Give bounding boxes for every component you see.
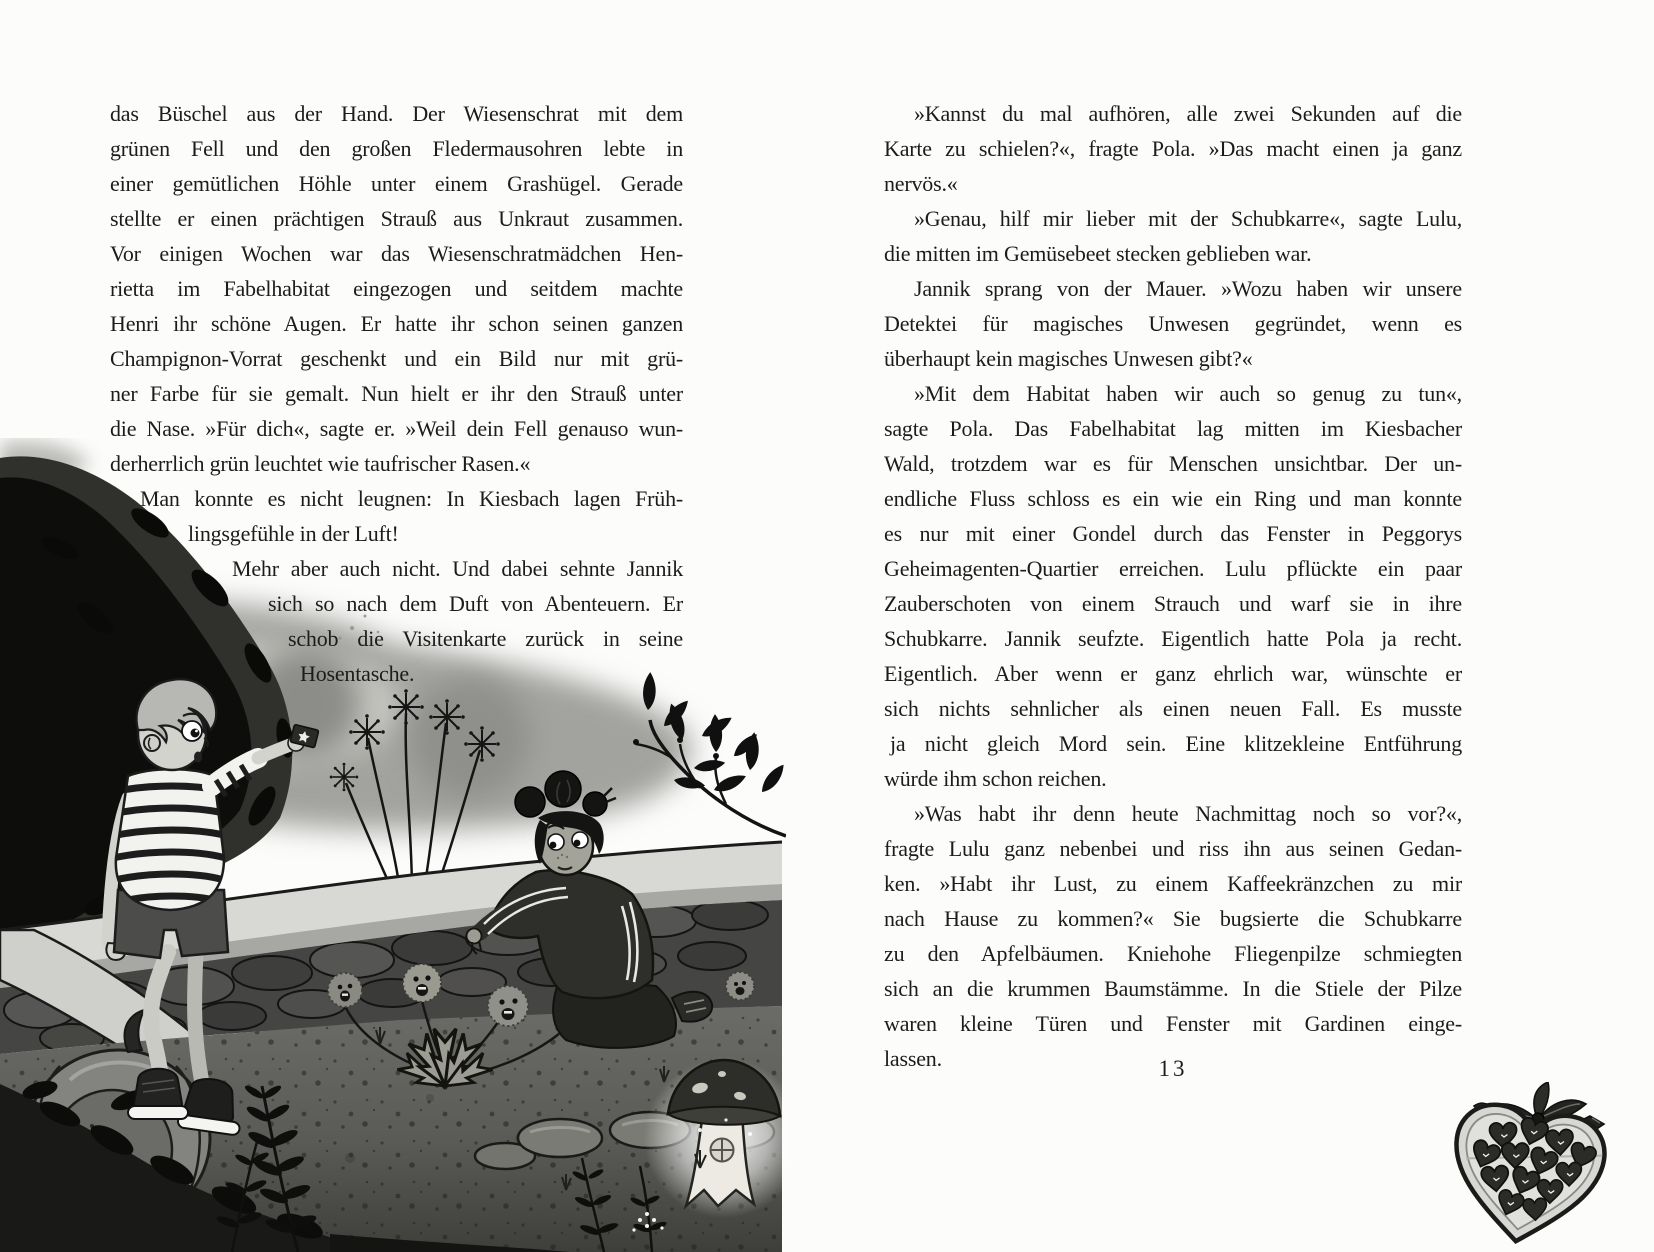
text-line: einer gemütlichen Höhle unter einem Grashügel. Gerade: [110, 171, 683, 196]
text-line: Henri ihr schöne Augen. Er hatte ihr schon seinen ganzen: [110, 311, 683, 336]
text-line: fragte Lulu ganz nebenbei und riss ihn aus seinen Gedan-: [884, 836, 1462, 861]
heart-box: [1442, 1099, 1609, 1252]
text-line: Jannik sprang von der Mauer. »Wozu haben wir unsere: [914, 276, 1462, 301]
text-line: Detektei für magisches Unwesen gegründet, wenn es: [884, 311, 1462, 336]
text-line: sich so nach dem Duft von Abenteuern. Er: [268, 591, 683, 616]
text-line: Mehr aber auch nicht. Und dabei sehnte Jannik: [232, 556, 683, 581]
text-line: überhaupt kein magisches Unwesen gibt?«: [884, 346, 1253, 371]
text-line: sagte Pola. Das Fabelhabitat lag mitten im Kiesbacher: [884, 416, 1462, 441]
text-line: Hosentasche.: [300, 661, 415, 686]
text-line: stellte er einen prächtigen Strauß aus Unkraut zusammen.: [110, 206, 683, 231]
text-line: Vor einigen Wochen war das Wiesenschratmädchen Hen-: [110, 241, 683, 266]
heart-chocolate-box-illustration: [1426, 1082, 1626, 1252]
text-line: Champignon-Vorrat geschenkt und ein Bild nur mit grü-: [110, 346, 683, 371]
text-line: sich an die krummen Baumstämme. In die Stiele der Pilze: [884, 976, 1462, 1001]
text-line: es nur mit einer Gondel durch das Fenster in Peggorys: [884, 521, 1462, 546]
text-line: ken. »Habt ihr Lust, zu einem Kaffeekränzchen zu mir: [884, 871, 1462, 896]
page-number: 13: [1158, 1056, 1188, 1081]
text-line: das Büschel aus der Hand. Der Wiesenschrat mit dem: [110, 101, 683, 126]
text-line: »Was habt ihr denn heute Nachmittag noch so vor?«,: [914, 801, 1462, 826]
text-line: Man konnte es nicht leugnen: In Kiesbach lagen Früh-: [140, 486, 683, 511]
left-page-text: [110, 96, 683, 691]
text-line: Zauberschoten von einem Strauch und warf sie in ihre: [884, 591, 1462, 616]
text-line: ja nicht gleich Mord sein. Eine klitzekleine Entführung: [890, 731, 1462, 756]
text-line: zu den Apfelbäumen. Kniehohe Fliegenpilze schmiegten: [884, 941, 1462, 966]
right-page-text: [884, 96, 1462, 1076]
text-line: schob die Visitenkarte zurück in seine: [288, 626, 683, 651]
text-line: Karte zu schielen?«, fragte Pola. »Das macht einen ja ganz: [884, 136, 1462, 161]
text-line: Wald, trotzdem war es für Menschen unsichtbar. Der un-: [884, 451, 1462, 476]
text-line: lassen.: [884, 1046, 942, 1071]
text-line: nach Hause zu kommen?« Sie bugsierte die Schubkarre: [884, 906, 1462, 931]
text-line: nervös.«: [884, 171, 958, 196]
text-line: derherrlich grün leuchtet wie taufrischer Rasen.«: [110, 451, 531, 476]
text-line: lingsgefühle in der Luft!: [188, 521, 399, 546]
text-line: grünen Fell und den großen Fledermausohren lebte in: [110, 136, 683, 161]
text-line: »Kannst du mal aufhören, alle zwei Sekunden auf die: [914, 101, 1462, 126]
text-line: endliche Fluss schloss es ein wie ein Ring und man konnte: [884, 486, 1462, 511]
text-line: »Genau, hilf mir lieber mit der Schubkarre«, sagte Lulu,: [914, 206, 1462, 231]
text-line: sich nichts sehnlicher als einen neuen Fall. Es musste: [884, 696, 1462, 721]
text-line: rietta im Fabelhabitat eingezogen und seitdem machte: [110, 276, 683, 301]
text-line: würde ihm schon reichen.: [884, 766, 1107, 791]
text-line: die Nase. »Für dich«, sagte er. »Weil dein Fell genauso wun-: [110, 416, 683, 441]
text-line: die mitten im Gemüsebeet stecken geblieben war.: [884, 241, 1312, 266]
text-line: Eigentlich. Aber wenn er ganz ehrlich war, wünschte er: [884, 661, 1462, 686]
text-line: »Mit dem Habitat haben wir auch so genug zu tun«,: [914, 381, 1462, 406]
text-line: ner Farbe für sie gemalt. Nun hielt er ihr den Strauß unter: [110, 381, 683, 406]
text-line: Geheimagenten-Quartier erreichen. Lulu pflückte ein paar: [884, 556, 1462, 581]
text-line: Schubkarre. Jannik seufzte. Eigentlich hatte Pola ja recht.: [884, 626, 1462, 651]
text-line: waren kleine Türen und Fenster mit Gardinen einge-: [884, 1011, 1462, 1036]
